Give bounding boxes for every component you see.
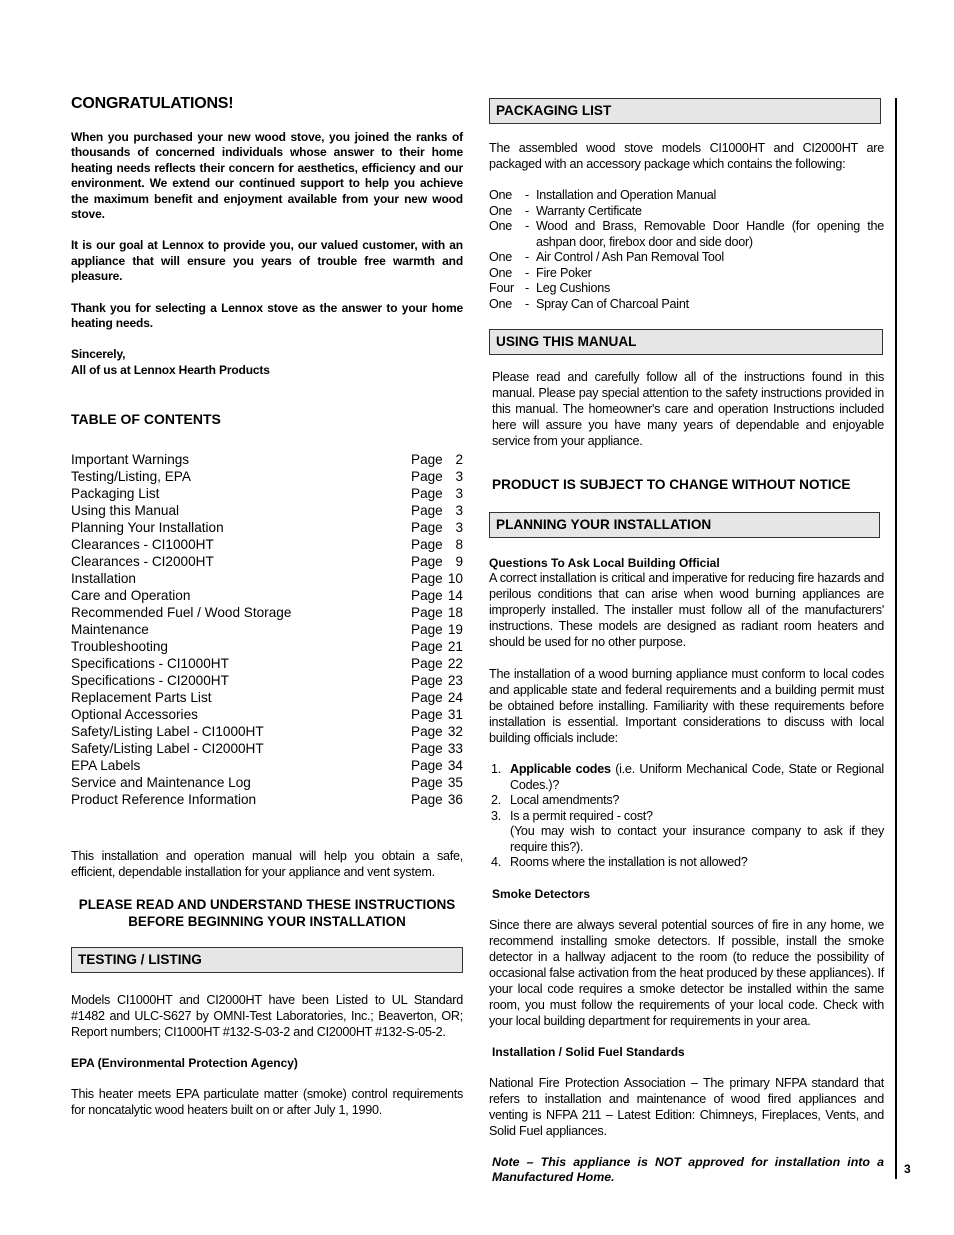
please-read-line-2: BEFORE BEGINNING YOUR INSTALLATION: [128, 914, 406, 930]
toc-title: Using this Manual: [71, 503, 180, 519]
epa-text: This heater meets EPA particulate matter (smoke) control requirements for noncatalytic wood heaters built on or after July 1, 1990.: [71, 1087, 463, 1118]
toc-title: Testing/Listing, EPA: [71, 469, 191, 485]
toc-title: Safety/Listing Label - CI1000HT: [71, 724, 264, 740]
toc-page-ref: [411, 621, 463, 638]
toc-row: [71, 451, 463, 468]
left-column: [71, 95, 463, 1118]
standards-text: National Fire Protection Association – The primary NFPA standard that refers to installation and maintenance of wood fired appliances and venting is NFPA 211 – Latest Edition: Chimneys, Fireplaces, Vents, and Solid Fuel appliances.: [489, 1075, 884, 1138]
toc-page-ref: [411, 757, 463, 774]
question-item: [489, 762, 884, 793]
smoke-detectors-text: Since there are always several potential sources of fire in any home, we recommend installing smoke detectors. If possible, install the smoke detector in a hallway adjacent to the room (to reduce the possibility of occasional false activation from the heat produced by these appliances). If your local code requires a smoke detector be installed within the same room, you must follow the requirements of your local code. Check with your local building department for requirements in your area.: [489, 917, 884, 1028]
question-text: [510, 855, 884, 871]
toc-page-label: Page: [411, 486, 443, 502]
packaging-item-text: Fire Poker: [536, 265, 592, 280]
packaging-dash: -: [525, 219, 529, 233]
packaging-item-text: Air Control / Ash Pan Removal Tool: [536, 250, 724, 264]
toc-title: Maintenance: [71, 622, 149, 638]
packaging-item: [489, 281, 884, 297]
toc-page-label: Page: [411, 503, 443, 519]
toc-title: Replacement Parts List: [71, 690, 212, 706]
toc-page-label: Page: [411, 622, 443, 638]
sincerely: Sincerely,: [71, 347, 126, 362]
testing-listing-header: TESTING / LISTING: [71, 947, 463, 973]
toc-row: [71, 536, 463, 553]
question-rest: Rooms where the installation is not allowed?: [510, 855, 748, 869]
toc-page-label: Page: [411, 792, 443, 808]
questions-paragraph-1: A correct installation is critical and imperative for reducing fire hazards and perilous conditions that can arise when wood burning appliances are improperly installed. The installer must follow all of the manufacturers' instructions. These models are designed as radiant room heaters and should be used for no other purpose.: [489, 571, 884, 649]
toc-page-label: Page: [411, 605, 443, 621]
toc-page-ref: [411, 689, 463, 706]
questions-list: [489, 762, 884, 871]
toc-page-ref: [411, 502, 463, 519]
question-text: [510, 762, 884, 793]
toc-page-label: Page: [411, 639, 443, 655]
toc-page-ref: [411, 604, 463, 621]
toc-page-label: Page: [411, 758, 443, 774]
toc-page-label: Page: [411, 571, 443, 587]
toc-page-number: 34: [447, 758, 463, 774]
toc-row: [71, 604, 463, 621]
toc-row: [71, 706, 463, 723]
toc-row: [71, 638, 463, 655]
toc-row: [71, 502, 463, 519]
toc-page-ref: [411, 570, 463, 587]
column-divider: [895, 98, 897, 1179]
toc-row: [71, 468, 463, 485]
toc-row: [71, 672, 463, 689]
question-text: [510, 793, 884, 809]
toc-row: [71, 791, 463, 808]
toc-row: [71, 723, 463, 740]
toc-title: Troubleshooting: [71, 639, 168, 655]
toc-page-ref: [411, 536, 463, 553]
packaging-list: [489, 188, 884, 312]
question-number: 1.: [491, 762, 502, 776]
question-text: [510, 809, 884, 825]
toc-page-number: 21: [447, 639, 463, 655]
toc-page-number: 9: [455, 554, 463, 570]
toc-page-label: Page: [411, 690, 443, 706]
question-number: 2.: [491, 793, 502, 807]
toc-page-label: Page: [411, 452, 443, 468]
toc-page-label: Page: [411, 775, 443, 791]
packaging-item: [489, 219, 884, 250]
toc-page-label: Page: [411, 724, 443, 740]
packaging-dash: -: [525, 203, 529, 218]
packaging-qty: One: [489, 188, 513, 202]
packaging-item: [489, 297, 884, 313]
page-number: 3: [904, 1162, 911, 1176]
toc-page-number: 22: [447, 656, 463, 672]
toc-page-number: 3: [455, 503, 463, 519]
toc-page-ref: [411, 791, 463, 808]
table-of-contents: [71, 451, 463, 808]
toc-page-number: 3: [455, 520, 463, 536]
toc-page-number: 18: [447, 605, 463, 621]
toc-page-number: 35: [447, 775, 463, 791]
toc-title: Clearances - CI1000HT: [71, 537, 214, 553]
toc-page-ref: [411, 519, 463, 536]
packaging-item-text: Leg Cushions: [536, 281, 611, 295]
toc-page-label: Page: [411, 554, 443, 570]
toc-row: [71, 621, 463, 638]
toc-page-number: 24: [447, 690, 463, 706]
toc-row: [71, 553, 463, 570]
toc-page-number: 8: [455, 537, 463, 553]
question-text: [510, 824, 884, 855]
packaging-item-text: Warranty Certificate: [536, 203, 642, 218]
toc-row: [71, 774, 463, 791]
toc-row: [71, 519, 463, 536]
packaging-intro: The assembled wood stove models CI1000HT and CI2000HT are packaged with an accessory package which contains the following:: [489, 141, 884, 171]
toc-title: Specifications - CI1000HT: [71, 656, 229, 672]
intro-paragraph-2: It is our goal at Lennox to provide you, our valued customer, with an appliance that will ensure you years of trouble free warmth and pleasure.: [71, 238, 463, 284]
packaging-item: [489, 266, 884, 282]
packaging-qty: One: [489, 219, 513, 233]
packaging-item-text: Wood and Brass, Removable Door Handle (for opening the ashpan door, firebox door and side door): [536, 219, 884, 249]
toc-page-number: 33: [447, 741, 463, 757]
question-item: [489, 793, 884, 809]
toc-title: Optional Accessories: [71, 707, 198, 723]
toc-page-ref: [411, 723, 463, 740]
packaging-qty: One: [489, 203, 513, 218]
toc-title: Packaging List: [71, 486, 160, 502]
toc-title: Safety/Listing Label - CI2000HT: [71, 741, 264, 757]
using-manual-header: USING THIS MANUAL: [489, 329, 883, 355]
toc-heading: TABLE OF CONTENTS: [71, 411, 221, 428]
packaging-dash: -: [525, 281, 529, 295]
toc-page-ref: [411, 740, 463, 757]
toc-page-ref: [411, 672, 463, 689]
packaging-qty: One: [489, 296, 513, 311]
packaging-qty: Four: [489, 281, 514, 295]
toc-page-number: 14: [447, 588, 463, 604]
planning-installation-header: PLANNING YOUR INSTALLATION: [489, 512, 880, 538]
toc-title: Installation: [71, 571, 136, 587]
toc-row: [71, 740, 463, 757]
toc-title: Specifications - CI2000HT: [71, 673, 229, 689]
toc-page-ref: [411, 774, 463, 791]
question-number: [489, 824, 510, 855]
question-number: 3.: [491, 808, 502, 823]
toc-page-ref: [411, 638, 463, 655]
toc-row: [71, 587, 463, 604]
toc-page-label: Page: [411, 741, 443, 757]
toc-page-label: Page: [411, 469, 443, 485]
toc-page-label: Page: [411, 520, 443, 536]
toc-title: EPA Labels: [71, 758, 141, 774]
manufactured-home-note: Note – This appliance is NOT approved for installation into a Manufactured Home.: [492, 1154, 884, 1184]
toc-page-number: 31: [447, 707, 463, 723]
toc-page-label: Page: [411, 656, 443, 672]
toc-page-ref: [411, 655, 463, 672]
epa-heading: EPA (Environmental Protection Agency): [71, 1056, 298, 1071]
question-rest: (i.e. Uniform Mechanical Code, State or Regional Codes.)?: [510, 762, 884, 792]
packaging-list-header: PACKAGING LIST: [489, 98, 881, 124]
intro-paragraph-1: When you purchased your new wood stove, you joined the ranks of thousands of concerned individuals whose answer to their home heating needs reflects their concern for aesthetics, efficiency and our environment. We extend our continued support to help you achieve the maximum benefit and enjoyment available from your new wood stove.: [71, 130, 463, 222]
product-change-notice: PRODUCT IS SUBJECT TO CHANGE WITHOUT NOTICE: [492, 477, 851, 492]
toc-row: [71, 757, 463, 774]
toc-page-ref: [411, 587, 463, 604]
intro-paragraph-3: Thank you for selecting a Lennox stove as the answer to your home heating needs.: [71, 300, 463, 331]
toc-row: [71, 485, 463, 502]
toc-page-label: Page: [411, 673, 443, 689]
toc-page-ref: [411, 451, 463, 468]
toc-row: [71, 570, 463, 587]
using-manual-text: Please read and carefully follow all of the instructions found in this manual. Please pay special attention to the safety instructions provided in this manual. The homeowner's care and operation Instructions included here will assure you have many years of dependable and enjoyable service from your appliance.: [492, 370, 884, 448]
question-rest: (You may wish to contact your insurance company to ask if they require this?).: [510, 824, 884, 854]
toc-page-ref: [411, 553, 463, 570]
packaging-dash: -: [525, 250, 529, 264]
toc-page-number: 36: [447, 792, 463, 808]
manual-help-text: This installation and operation manual will help you obtain a safe, efficient, dependable installation for your appliance and vent system.: [71, 849, 463, 880]
packaging-dash: -: [525, 265, 529, 280]
toc-page-ref: [411, 485, 463, 502]
toc-page-ref: [411, 706, 463, 723]
toc-row: [71, 689, 463, 706]
questions-heading: Questions To Ask Local Building Official: [489, 556, 720, 570]
toc-page-number: 10: [447, 571, 463, 587]
packaging-qty: One: [489, 250, 513, 264]
question-number: 4.: [491, 855, 502, 869]
question-rest: Is a permit required - cost?: [510, 808, 653, 823]
toc-page-label: Page: [411, 588, 443, 604]
packaging-dash: -: [525, 296, 529, 311]
toc-title: Clearances - CI2000HT: [71, 554, 214, 570]
signoff: All of us at Lennox Hearth Products: [71, 362, 270, 377]
toc-page-number: 3: [455, 486, 463, 502]
question-rest: Local amendments?: [510, 793, 620, 807]
toc-page-label: Page: [411, 707, 443, 723]
packaging-item: [489, 250, 884, 266]
toc-title: Product Reference Information: [71, 792, 257, 808]
toc-page-number: 32: [447, 724, 463, 740]
packaging-item-text: Installation and Operation Manual: [536, 188, 717, 202]
toc-title: Care and Operation: [71, 588, 191, 604]
testing-listing-text: Models CI1000HT and CI2000HT have been Listed to UL Standard #1482 and ULC-S627 by OMNI-Test Laboratories, Inc.; Beaverton, OR; Report numbers; CI1000HT #132-S-03-2 and CI2000HT #132-S-05-2.: [71, 993, 463, 1040]
congrats-heading: CONGRATULATIONS!: [71, 95, 234, 112]
toc-page-number: 19: [447, 622, 463, 638]
packaging-qty: One: [489, 265, 513, 280]
question-bold: Applicable codes: [510, 762, 611, 776]
toc-title: Recommended Fuel / Wood Storage: [71, 605, 292, 621]
packaging-item-text: Spray Can of Charcoal Paint: [536, 296, 689, 311]
toc-page-number: 3: [455, 469, 463, 485]
packaging-dash: -: [525, 188, 529, 202]
packaging-item: [489, 188, 884, 204]
standards-heading: Installation / Solid Fuel Standards: [492, 1044, 685, 1059]
smoke-detectors-heading: Smoke Detectors: [492, 886, 591, 901]
question-item: [489, 809, 884, 825]
questions-paragraph-2: The installation of a wood burning appliance must conform to local codes and applicable state and federal requirements and a building permit must be obtained before installing. Familiarity with these requirements before installation is essential. Important considerations to discuss with local building officials include:: [489, 667, 884, 745]
toc-title: Service and Maintenance Log: [71, 775, 251, 791]
question-item: [489, 855, 884, 871]
toc-page-label: Page: [411, 537, 443, 553]
packaging-item: [489, 204, 884, 220]
toc-page-number: 23: [447, 673, 463, 689]
right-column: [489, 98, 884, 1186]
toc-page-ref: [411, 468, 463, 485]
toc-title: Planning Your Installation: [71, 520, 224, 536]
please-read-line-1: PLEASE READ AND UNDERSTAND THESE INSTRUCTIONS: [78, 897, 456, 913]
toc-page-number: 2: [455, 452, 463, 468]
question-item: [489, 824, 884, 855]
toc-row: [71, 655, 463, 672]
toc-title: Important Warnings: [71, 452, 190, 468]
